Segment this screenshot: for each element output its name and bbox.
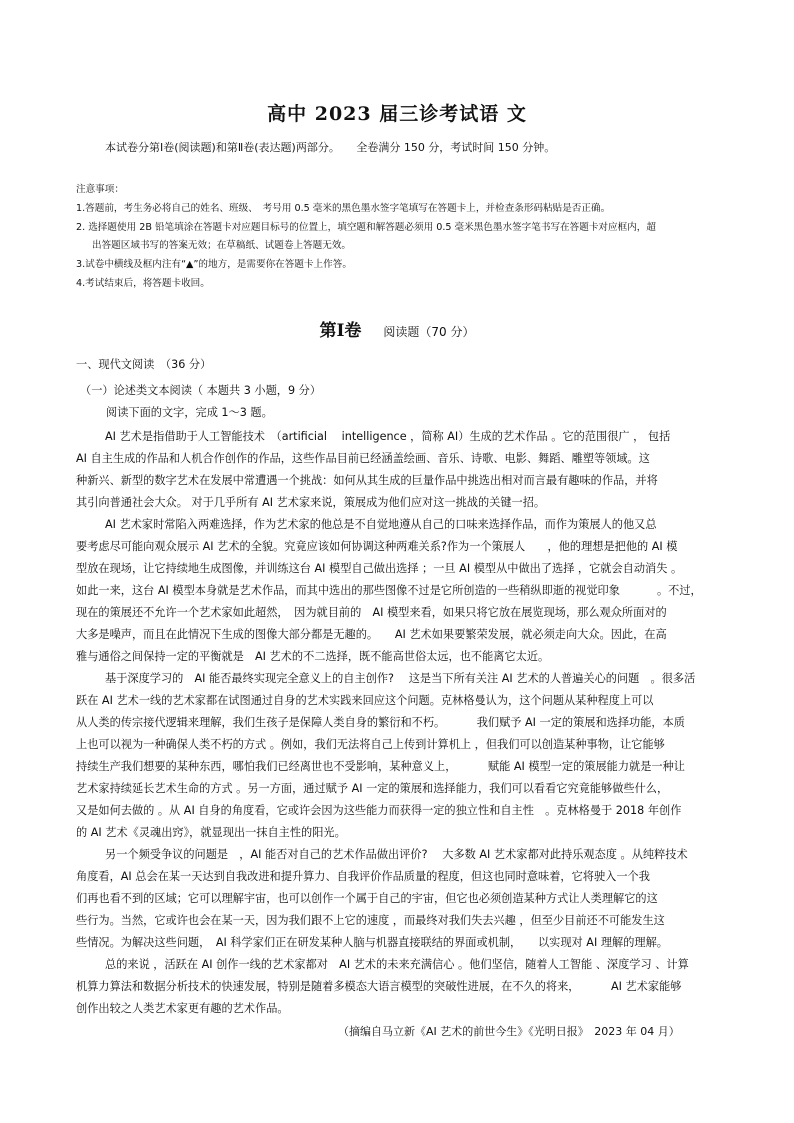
- article-line: 创作出较之人类艺术家更有趣的艺术作品。: [76, 1002, 289, 1015]
- article-line: 又是如何去做的 。从 AI 自身的角度看，它或许会因为这些能力而获得一定的独立性和自主性 。克林格曼于 2018 年创作: [76, 804, 682, 817]
- article-line: 基于深度学习的 AI 能否最终实现完全意义上的自主创作? 这是当下所有关注 AI 艺术的人普遍关心的问题 。很多活: [105, 672, 696, 685]
- article-line: 型放在现场，让它持续地生成图像，并训练这台 AI 模型自己做出选择 ；一旦 AI 模型从中做出了选择 ，它就会自动消失 。: [76, 562, 683, 575]
- article-line: 其引向普通社会大众。 对于几乎所有 AI 艺术家来说，策展成为他们应对这一挑战的关键一招。: [76, 496, 546, 509]
- article-line: 机算力算法和数据分析技术的快速发展，特别是随着多模态大语言模型的突破性进展，在不久的将来， AI 艺术家能够: [76, 980, 682, 993]
- note-item: 出答题区域书写的答案无效；在草稿纸、试题卷上答题无效。: [92, 240, 352, 251]
- section-header: [0, 316, 794, 341]
- article-line: 些情况。为解决这些问题， AI 科学家们正在研发某种人脑与机器直接联结的界面或机制， 以实现对 AI 理解的理解。: [76, 936, 668, 949]
- article-line: AI 艺术是指借助于人工智能技术 （artificial intelligence ，简称 AI）生成的艺术作品 。它的范围很广 ， 包括: [105, 430, 671, 443]
- article-line: 雅与通俗之间保持一定的平衡就是 AI 艺术的不二选择，既不能高世俗太远，也不能离它太近。: [76, 650, 550, 663]
- article-line: 些行为。当然，它或许也会在某一天，因为我们跟不上它的速度 ，而最终对我们失去兴趣 ，但至少目前还不可能发生这: [76, 914, 665, 927]
- article-citation: （摘编自马立新《AI 艺术的前世今生》《光明日报》 2023 年 04 月）: [338, 1025, 680, 1038]
- article-line: AI 艺术家时常陷入两难选择，作为艺术家的他总是不自觉地遵从自己的口味来选择作品，而作为策展人的他又总: [105, 518, 657, 531]
- exam-intro: 本试卷分第Ⅰ卷(阅读题)和第Ⅱ卷(表达题)两部分。 全卷满分 150 分，考试时间 150 分钟。: [105, 141, 556, 154]
- article-line: AI 自主生成的作品和人机合作创作的作品，这些作品目前已经涵盖绘画、音乐、诗歌、电影、舞蹈、雕塑等领域。这: [76, 452, 650, 465]
- article-line: 跃在 AI 艺术一线的艺术家都在试图通过自身的艺术实践来回应这个问题。克林格曼认为，这个问题从某种程度上可以: [76, 694, 654, 707]
- article-line: 如此一来，这台 AI 模型本身就是艺术作品，而其中选出的那些图像不过是它所创造的一些稍纵即逝的视觉印象 。不过，: [76, 584, 702, 597]
- exam-title: 高中 2023 届三诊考试语 文: [267, 103, 527, 125]
- article-line: 们再也看不到的区域；它可以理解宇宙，也可以创作一个属于自己的宇宙，但它也必须创造某种方式让人类理解它的这: [76, 892, 658, 905]
- note-item: 3.试卷中横线及框内注有“▲”的地方，是需要你在答题卡上作答。: [76, 259, 352, 270]
- section-subtitle: 阅读题（70 分）: [383, 325, 475, 339]
- article-line: 艺术家持续延长艺术生命的方式 。另一方面，通过赋予 AI 一定的策展和选择能力，我们可以看看它究竟能够做些什么，: [76, 782, 669, 795]
- note-item: 1.答题前，考生务必将自己的姓名、班级、 考号用 0.5 毫米的黑色墨水签字笔填写在答题卡上，并检查条形码粘贴是否正确。: [76, 203, 611, 214]
- article-line: 现在的策展还不允许一个艺术家如此超然， 因为就目前的 AI 模型来看，如果只将它放在展览现场，那么观众所面对的: [76, 606, 667, 619]
- article-line: 的 AI 艺术《灵魂出窍》，就显现出一抹自主性的阳光。: [76, 826, 346, 839]
- article-line: 另一个频受争议的问题是 ，AI 能否对自己的艺术作品做出评价? 大多数 AI 艺术家都对此持乐观态度 。从纯粹技术: [105, 848, 688, 861]
- article-line: 大多是噪声，而且在此情况下生成的图像大部分都是无趣的。 AI 艺术如果要繁荣发展，就必须走向大众。因此，在高: [76, 628, 667, 641]
- subpart-heading: （一）论述类文本阅读（ 本题共 3 小题，9 分）: [80, 384, 322, 397]
- article-line: 种新兴、新型的数字艺术在发展中常遭遇一个挑战：如何从其生成的巨量作品中挑选出相对而言最有趣味的作品，并将: [76, 474, 658, 487]
- note-item: 2. 选择题使用 2B 铅笔填涂在答题卡对应题目标号的位置上，填空题和解答题必须用 0.5 毫米黑色墨水签字笔书写在答题卡对应框内，超: [76, 222, 656, 233]
- notes-heading: 注意事项：: [76, 184, 124, 195]
- part-heading: 一、现代文阅读 （36 分）: [76, 358, 212, 371]
- article-line: 上也可以视为一种确保人类不朽的方式 。例如，我们无法将自己上传到计算机上 ，但我们可以创造某种事物，让它能够: [76, 738, 665, 751]
- article-line: 角度看，AI 总会在某一天达到自我改进和提升算力、自我评价作品质量的程度，但这也同时意味着，它将驶入一个我: [76, 870, 650, 883]
- note-item: 4.考试结束后，将答题卡收回。: [76, 278, 210, 289]
- article-line: 要考虑尽可能向观众展示 AI 艺术的全貌。究竟应该如何协调这种两难关系?作为一个策展人 ，他的理想是把他的 AI 模: [76, 540, 678, 553]
- article-line: 从人类的传宗接代逻辑来理解，我们生孩子是保障人类自身的繁衍和不朽。 我们赋予 AI 一定的策展和选择功能，本质: [76, 716, 685, 729]
- article-line: 持续生产我们想要的某种东西，哪怕我们已经离世也不受影响，某种意义上， 赋能 AI 模型一定的策展能力就是一种让: [76, 760, 685, 773]
- reading-instruction: 阅读下面的文字，完成 1～3 题。: [106, 406, 273, 419]
- section-title: 第Ⅰ卷: [319, 321, 362, 341]
- article-line: 总的来说 ，活跃在 AI 创作一线的艺术家都对 AI 艺术的未来充满信心 。他们坚信，随着人工智能 、深度学习 、计算: [105, 958, 689, 971]
